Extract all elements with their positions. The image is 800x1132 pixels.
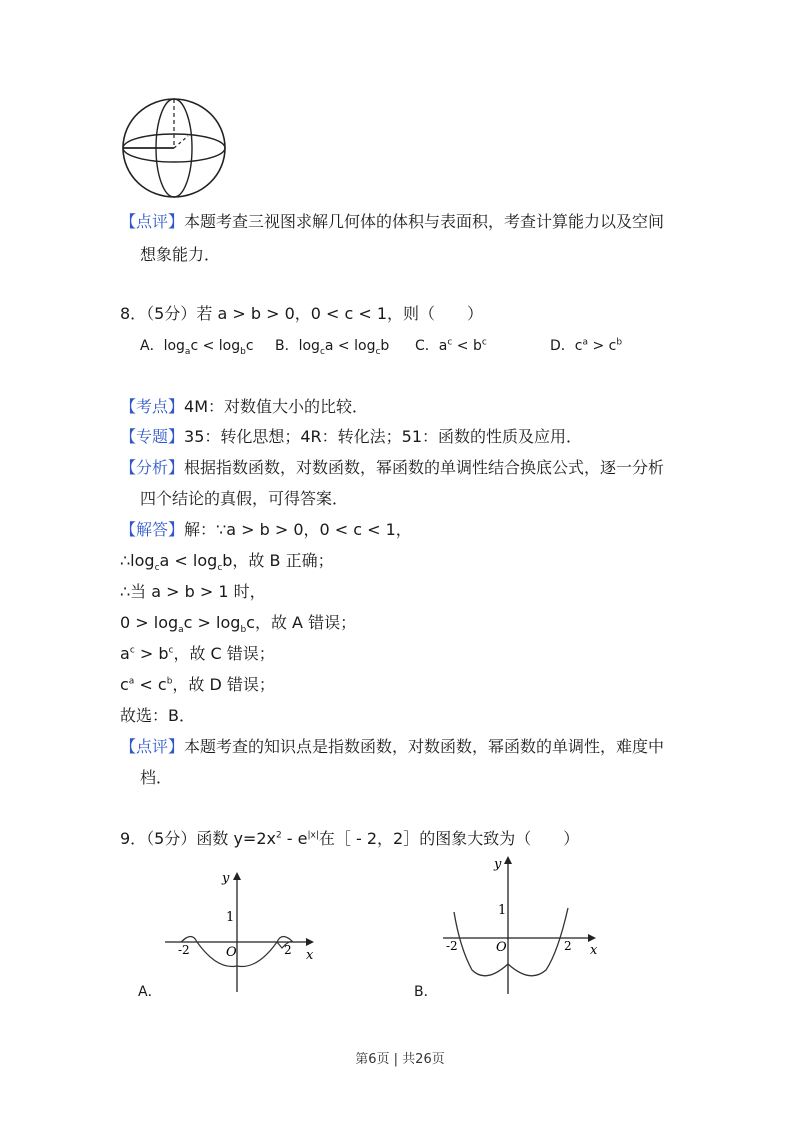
- q8-comment-line1: 【点评】本题考查的知识点是指数函数，对数函数，幂函数的单调性，难度中: [120, 737, 665, 756]
- graph-b-x-label: x: [590, 943, 598, 958]
- q8-jieda: 【解答】解：∵a > b > 0，0 < c < 1，: [120, 520, 412, 539]
- graph-a-label: A．: [138, 984, 162, 1000]
- q8-step4: $a^c > b^c$，故 C 错误；: [120, 644, 275, 663]
- q8-fenxi-line2: 四个结论的真假，可得答案．: [140, 489, 349, 508]
- q8-zhuanti: 【专题】35：转化思想；4R：转化法；51：函数的性质及应用．: [120, 427, 583, 446]
- sphere-figure: [118, 96, 230, 200]
- q8-step1: $\therefore\log_ca < \log_cb$，故 B 正确；: [120, 551, 334, 574]
- graph-a-tick-neg2: -2: [178, 943, 190, 957]
- graph-b-label: B．: [414, 984, 438, 1000]
- q8-answer: 故选：B．: [120, 706, 195, 725]
- graph-b-tick-pos2: 2: [564, 939, 572, 953]
- q7-comment-line2: 想象能力．: [140, 245, 221, 264]
- graph-a-tick-pos2: 2: [284, 943, 292, 957]
- q9-stem: 9．（5分）函数 $y=2x^2 - e^{|x|}$在［ - 2，2］的图象大致为（ ）: [120, 829, 580, 848]
- graph-b-y-label: y: [494, 857, 502, 872]
- q7-comment-line1: 【点评】本题考查三视图求解几何体的体积与表面积，考查计算能力以及空间: [120, 212, 665, 231]
- q8-option-d: D．$c^a > c^b$: [550, 337, 623, 354]
- graph-b: [438, 852, 608, 998]
- graph-b-tick-1: 1: [498, 903, 507, 918]
- graph-a-x-label: x: [306, 948, 314, 963]
- q8-stem: 8．（5分）若 a > b > 0，0 < c < 1，则（ ）: [120, 304, 484, 323]
- q8-option-a: A．$\log_ac < \log_bc$: [140, 338, 254, 357]
- graph-a-y-label: y: [222, 871, 230, 886]
- page-footer: 第6页 | 共26页: [355, 1052, 445, 1067]
- q8-step3: $0 > \log_ac > \log_bc$，故 A 错误；: [120, 613, 357, 636]
- q8-fenxi-line1: 【分析】根据指数函数，对数函数，幂函数的单调性结合换底公式，逐一分析: [120, 458, 665, 477]
- q8-step5: $c^a < c^b$，故 D 错误；: [120, 675, 275, 694]
- q8-kaodian: 【考点】4M：对数值大小的比较．: [120, 397, 369, 416]
- graph-a-origin: O: [226, 945, 237, 960]
- graph-a-tick-1: 1: [226, 910, 235, 925]
- graph-a: [160, 866, 320, 998]
- q8-step2: ∴当 a > b > 1 时，: [120, 582, 266, 601]
- q8-option-b: B．$\log_ca < \log_cb$: [275, 338, 390, 357]
- comment-tag: 【点评】: [120, 212, 185, 231]
- q8-comment-line2: 档．: [140, 768, 173, 787]
- graph-b-tick-neg2: -2: [446, 939, 458, 953]
- q8-option-c: C．$a^c < b^c$: [415, 337, 487, 354]
- graph-b-origin: O: [496, 940, 507, 955]
